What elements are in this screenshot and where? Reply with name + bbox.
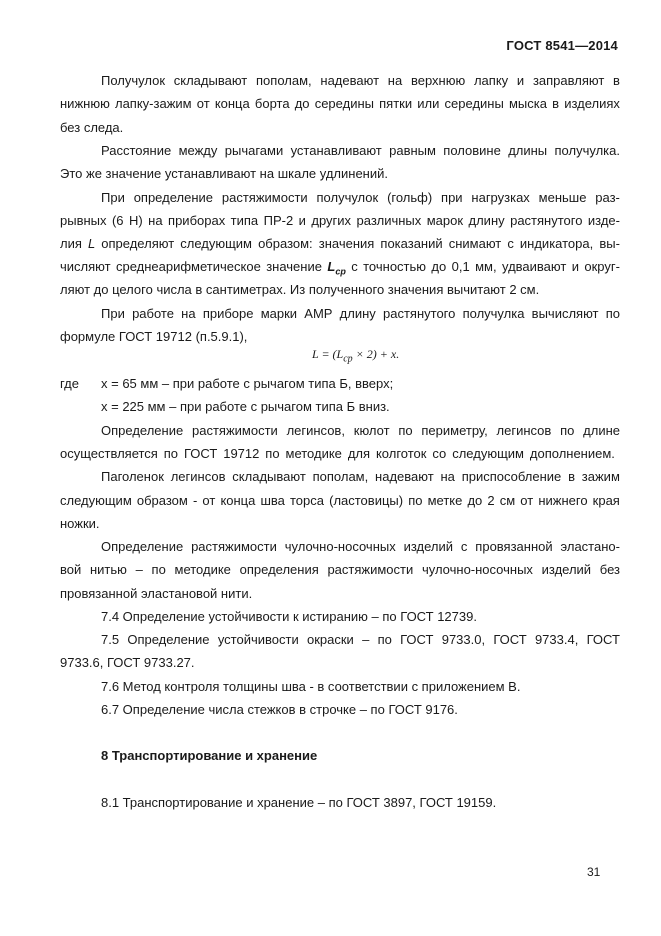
- word: от: [202, 493, 216, 508]
- where-label: где: [60, 376, 79, 391]
- word: методике: [174, 562, 231, 577]
- word: до: [467, 493, 483, 508]
- word: мыска: [508, 96, 547, 111]
- word: чулочно-носочных: [421, 562, 533, 577]
- word: с: [351, 259, 358, 274]
- word: устойчивости: [217, 632, 299, 647]
- word: нижнего: [538, 493, 588, 508]
- paragraph-line: [101, 423, 620, 439]
- word: числяют: [60, 259, 111, 274]
- word: длины: [508, 143, 548, 158]
- word: раз-: [595, 190, 620, 205]
- word: конца: [220, 493, 256, 508]
- word: определения: [239, 562, 319, 577]
- paragraph-line: [60, 446, 615, 462]
- word: до: [431, 259, 447, 274]
- word: приборах: [168, 213, 226, 228]
- word: следующим: [60, 493, 132, 508]
- word: 2: [487, 493, 495, 508]
- paragraph-line: [60, 96, 620, 112]
- word: ГОСТ: [183, 446, 218, 461]
- paragraph-line: [101, 143, 620, 159]
- word: на: [148, 213, 163, 228]
- word: середины: [314, 96, 374, 111]
- word: для: [347, 446, 371, 461]
- section-heading: 8 Транспортирование и хранение: [101, 748, 318, 763]
- formula: [312, 346, 412, 367]
- word: вой: [60, 562, 82, 577]
- word: по: [377, 632, 392, 647]
- word: легинсов: [496, 423, 552, 438]
- word: в: [552, 96, 560, 111]
- word: (ластовицы): [329, 493, 404, 508]
- word: до: [294, 96, 310, 111]
- word: рычагами: [224, 143, 284, 158]
- word: 19712: [223, 446, 260, 461]
- page-number: 31: [587, 865, 601, 879]
- word: марок: [426, 213, 464, 228]
- formula-lhs: L = (L: [312, 347, 344, 361]
- word: по: [560, 423, 575, 438]
- word: образом: [136, 493, 188, 508]
- paragraph-line: [101, 73, 620, 89]
- word: образом:: [258, 236, 313, 251]
- word: без: [599, 562, 620, 577]
- paragraph-line: Это же значение устанавливают на шкале удлинений.: [60, 166, 388, 181]
- word: и: [298, 213, 306, 228]
- word: нитью: [89, 562, 127, 577]
- word: длину: [468, 213, 505, 228]
- word: зажим: [581, 469, 620, 484]
- word: по: [163, 446, 179, 461]
- word: длину: [339, 306, 376, 321]
- word: Паголенок: [101, 469, 164, 484]
- word: меньше: [538, 190, 587, 205]
- word: длине: [583, 423, 620, 438]
- word: получулка: [462, 306, 525, 321]
- word: верхнюю: [410, 73, 466, 88]
- paragraph-line: формуле ГОСТ 19712 (п.5.9.1),: [60, 329, 248, 344]
- word: индикатора,: [519, 236, 594, 251]
- word: марки: [260, 306, 298, 321]
- word: значения: [318, 236, 375, 251]
- word: снимают: [448, 236, 502, 251]
- word: от: [196, 96, 210, 111]
- word: L: [87, 236, 96, 251]
- formula-rhs: × 2) + x.: [352, 347, 400, 361]
- word: При: [101, 190, 125, 205]
- word: пополам,: [256, 73, 312, 88]
- word: округ-: [584, 259, 620, 274]
- word: следующим: [180, 236, 252, 251]
- word: (6: [111, 213, 124, 228]
- word: приборе: [202, 306, 254, 321]
- word: мм,: [475, 259, 497, 274]
- word: легинсов: [170, 469, 226, 484]
- word: дополнением.: [529, 446, 615, 461]
- paragraph-line: 9733.6, ГОСТ 9733.27.: [60, 655, 195, 670]
- word: растяжимости: [221, 190, 308, 205]
- word: типа: [230, 213, 259, 228]
- word: среднеарифметическое: [115, 259, 261, 274]
- word: метке: [427, 493, 463, 508]
- word: при: [441, 190, 463, 205]
- word: $L_{cp}$: [327, 259, 346, 277]
- word: середины: [444, 96, 504, 111]
- word: –: [362, 632, 370, 647]
- word: с: [460, 539, 468, 554]
- word: изде-: [587, 213, 620, 228]
- word: по: [151, 562, 166, 577]
- paragraph-line: [101, 306, 620, 322]
- word: и: [516, 73, 525, 88]
- word: растянутого: [510, 213, 583, 228]
- word: по: [398, 423, 413, 438]
- word: в: [613, 73, 620, 88]
- word: по: [265, 446, 280, 461]
- word: равным: [389, 143, 436, 158]
- word: изделий: [541, 562, 592, 577]
- paragraph-line: x = 225 мм – при работе с рычагом типа Б вниз.: [101, 399, 390, 414]
- word: на: [440, 469, 455, 484]
- word: по: [605, 306, 620, 321]
- word: 0,1: [451, 259, 470, 274]
- paragraph-line: 7.6 Метод контроля толщины шва - в соответствии с приложением В.: [101, 679, 521, 694]
- word: по: [408, 493, 423, 508]
- word: получулка.: [554, 143, 620, 158]
- word: вычисляют: [531, 306, 599, 321]
- word: между: [178, 143, 218, 158]
- paragraph-line: [101, 190, 620, 206]
- paragraph-line: провязанной эластановой нити.: [60, 586, 253, 601]
- paragraph-line: 8.1 Транспортирование и хранение – по ГОСТ 3897, ГОСТ 19159.: [101, 795, 497, 810]
- word: борта: [254, 96, 290, 111]
- paragraph-line: [101, 632, 620, 648]
- word: на: [181, 306, 196, 321]
- word: Получулок: [101, 73, 166, 88]
- word: АМР: [304, 306, 333, 321]
- paragraph-line: x = 65 мм – при работе с рычагом типа Б, вверх;: [101, 376, 394, 391]
- paragraph-line: 7.4 Определение устойчивости к истиранию – по ГОСТ 12739.: [101, 609, 477, 624]
- word: точностью: [363, 259, 427, 274]
- paragraph-line: 6.7 Определение числа стежков в строчке – по ГОСТ 9176.: [101, 702, 458, 717]
- paragraph-line: [60, 213, 620, 229]
- word: значение: [266, 259, 322, 274]
- word: Определение: [101, 539, 184, 554]
- word: рывных: [60, 213, 107, 228]
- word: 9733.4,: [534, 632, 579, 647]
- word: Определение: [101, 423, 184, 438]
- paragraph-line: [101, 539, 620, 555]
- word: заправляют: [532, 73, 605, 88]
- word: окраски: [306, 632, 354, 647]
- word: на: [387, 73, 403, 88]
- word: с: [507, 236, 514, 251]
- word: эластано-: [560, 539, 620, 554]
- word: 7.5: [101, 632, 120, 647]
- word: показаний: [380, 236, 443, 251]
- word: растяжимости: [327, 562, 414, 577]
- word: методике: [285, 446, 342, 461]
- paragraph-line: [101, 469, 620, 485]
- word: легинсов,: [286, 423, 345, 438]
- word: лапку: [473, 73, 509, 88]
- word: изделий: [403, 539, 454, 554]
- word: устанавливают: [290, 143, 382, 158]
- word: ГОСТ: [493, 632, 527, 647]
- word: нижнюю: [60, 96, 110, 111]
- word: изделиях: [564, 96, 620, 111]
- word: работе: [132, 306, 174, 321]
- word: удваивают: [502, 259, 567, 274]
- word: половине: [443, 143, 501, 158]
- word: растяжимости: [191, 423, 278, 438]
- word: со: [432, 446, 447, 461]
- word: растяжимости: [191, 539, 277, 554]
- word: вы-: [599, 236, 620, 251]
- word: лия: [60, 236, 82, 251]
- word: чулочно-носочных: [284, 539, 396, 554]
- word: различных: [356, 213, 422, 228]
- word: торса: [290, 493, 324, 508]
- word: нагрузках: [471, 190, 530, 205]
- word: складывают: [232, 469, 306, 484]
- word: При: [101, 306, 125, 321]
- word: других: [311, 213, 352, 228]
- paragraph-line: [60, 493, 620, 509]
- word: ГОСТ: [586, 632, 620, 647]
- word: растянутого: [383, 306, 456, 321]
- word: надевают: [375, 469, 434, 484]
- word: Расстояние: [101, 143, 172, 158]
- paragraph-line: без следа.: [60, 120, 124, 135]
- paragraph-line: [60, 259, 620, 280]
- word: ПР-2: [263, 213, 294, 228]
- word: и: [571, 259, 579, 274]
- word: Определение: [127, 632, 210, 647]
- word: –: [135, 562, 143, 577]
- document-header: ГОСТ 8541—2014: [506, 38, 618, 53]
- word: провязанной: [475, 539, 553, 554]
- word: в: [568, 469, 575, 484]
- word: пополам,: [312, 469, 369, 484]
- word: пятки: [379, 96, 413, 111]
- paragraph-line: ножки.: [60, 516, 100, 531]
- word: края: [592, 493, 620, 508]
- word: определение: [133, 190, 214, 205]
- word: см: [499, 493, 516, 508]
- word: от: [520, 493, 534, 508]
- paragraph-line: ляют до целого числа в сантиметрах. Из полученного значения вычитают 2 см.: [60, 282, 540, 297]
- word: (гольф): [387, 190, 433, 205]
- word: или: [417, 96, 440, 111]
- paragraph-line: [60, 236, 620, 252]
- word: кюлот: [353, 423, 390, 438]
- word: Н): [128, 213, 143, 228]
- word: лапку-зажим: [114, 96, 192, 111]
- word: приспособление: [461, 469, 562, 484]
- word: надевают: [320, 73, 380, 88]
- word: складывают: [173, 73, 248, 88]
- word: -: [192, 493, 198, 508]
- word: получулок: [316, 190, 379, 205]
- word: ГОСТ: [400, 632, 434, 647]
- word: следующим: [452, 446, 524, 461]
- word: осуществляется: [60, 446, 158, 461]
- word: колготок: [375, 446, 427, 461]
- word: периметру,: [421, 423, 488, 438]
- word: конца: [214, 96, 250, 111]
- word: определяют: [101, 236, 175, 251]
- word: шва: [260, 493, 285, 508]
- formula-sub: cp: [343, 353, 353, 365]
- paragraph-line: [60, 562, 620, 578]
- word: 9733.0,: [441, 632, 486, 647]
